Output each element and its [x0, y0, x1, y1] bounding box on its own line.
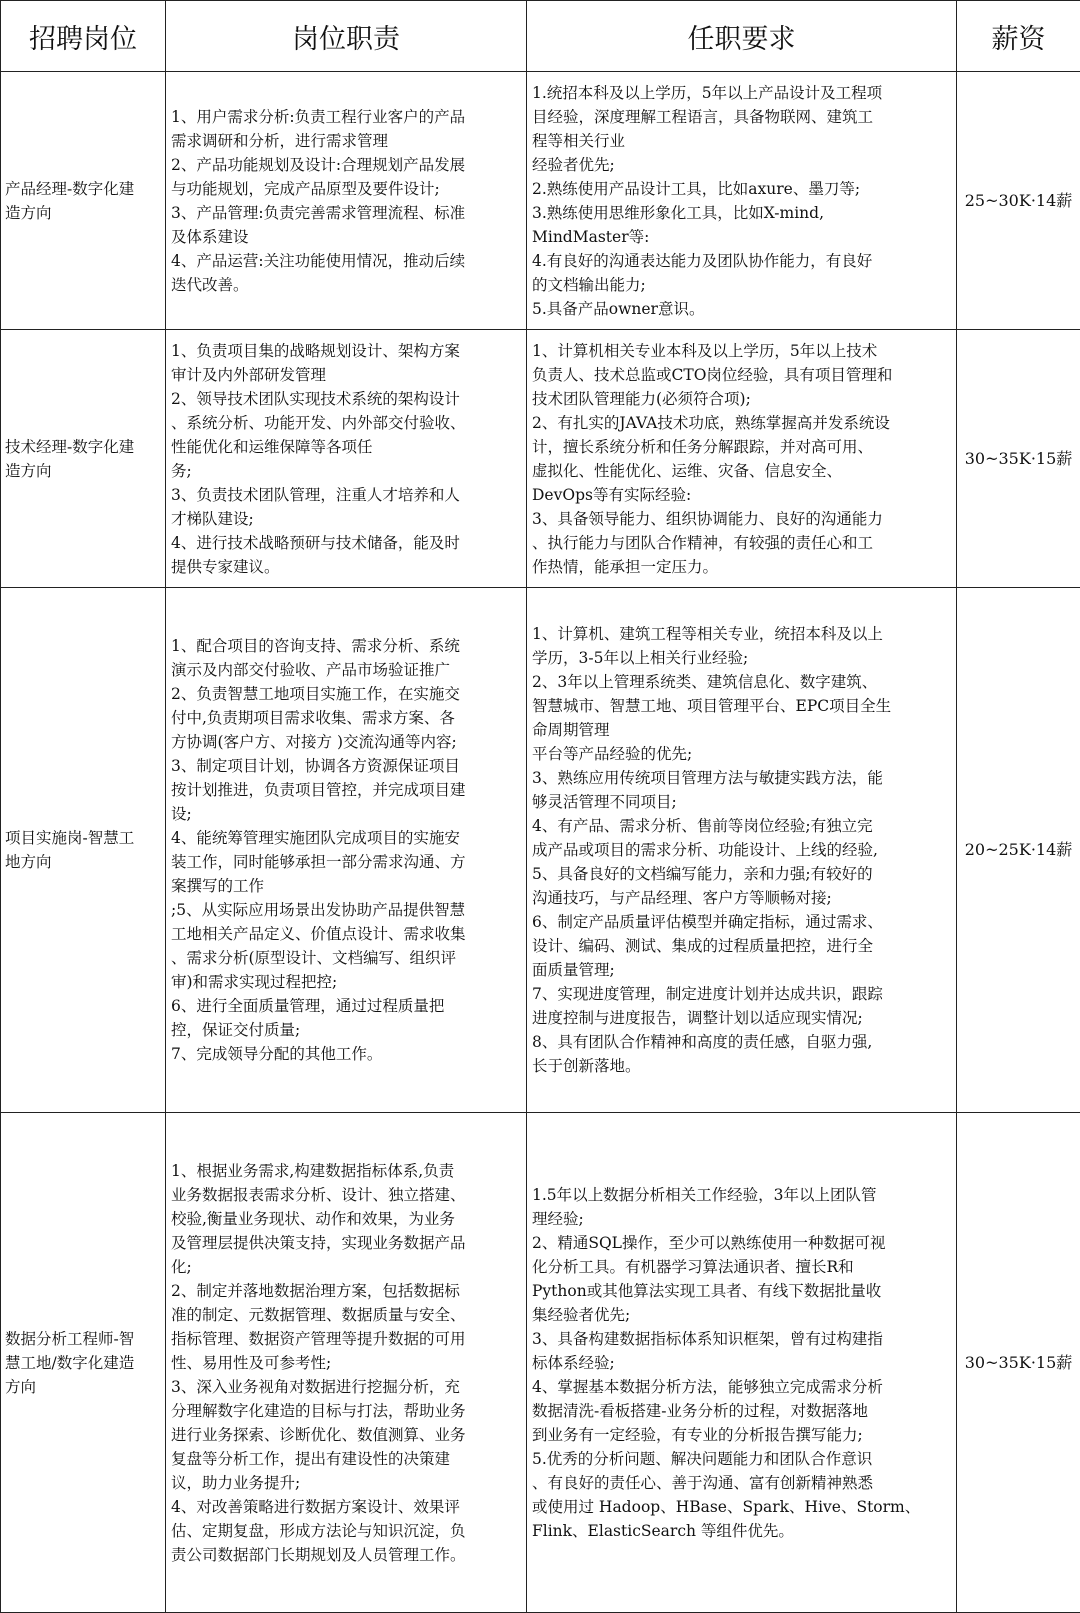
position-line: 技术经理-数字化建 [5, 437, 135, 456]
requirement-line: 3.熟练使用思维形象化工具，比如X-mind, [532, 203, 824, 222]
duty-line: 复盘等分析工作，提出有建设性的决策建 [171, 1449, 451, 1468]
duty-line: 估、定期复盘，形成方法论与知识沉淀，负 [171, 1521, 466, 1540]
requirement-line: 4、有产品、需求分析、售前等岗位经验;有独立完 [532, 817, 873, 835]
requirement-line: 、执行能力与团队合作精神，有较强的责任心和工 [532, 533, 874, 552]
requirement-line: 智慧城市、智慧工地、项目管理平台、EPC项目全生 [532, 697, 892, 715]
requirement-line: 的文档输出能力; [532, 275, 646, 294]
duty-line: 6、进行全面质量管理，通过过程质量把 [171, 997, 445, 1015]
duty-line: 迭代改善。 [171, 275, 249, 294]
duty-line: 责公司数据部门长期规划及人员管理工作。 [171, 1545, 466, 1564]
duty-line: 设; [171, 805, 192, 823]
duty-line: 1、用户需求分析:负责工程行业客户的产品 [171, 107, 466, 126]
duty-line: 与功能规划，完成产品原型及要件设计; [171, 179, 440, 198]
position-line: 造方向 [5, 461, 52, 480]
requirement-line: 或使用过 Hadoop、HBase、Spark、Hive、Storm、 [532, 1497, 921, 1516]
header-duties: 岗位职责 [166, 1, 527, 72]
duty-line: 2、负责智慧工地项目实施工作，在实施交 [171, 685, 460, 703]
duty-line: 2、制定并落地数据治理方案，包括数据标 [171, 1281, 460, 1300]
requirements-cell [527, 1113, 957, 1613]
duty-line: 才梯队建设; [171, 509, 254, 528]
requirement-line: 学历，3-5年以上相关行业经验; [532, 649, 749, 667]
requirement-line: 沟通技巧，与产品经理、客户方等顺畅对接; [532, 889, 832, 907]
requirement-line: 负责人、技术总监或CTO岗位经验，具有项目管理和 [532, 365, 893, 384]
duty-line: 3、负责技术团队管理，注重人才培养和人 [171, 485, 460, 504]
requirement-line: Python或其他算法实现工具者、有线下数据批量收 [532, 1281, 882, 1300]
requirement-line: 程等相关行业 [532, 131, 626, 150]
duty-line: 议，助力业务提升; [171, 1473, 301, 1492]
header-requirements: 任职要求 [527, 1, 957, 72]
requirement-line: 数据清洗-看板搭建-业务分析的过程，对数据落地 [532, 1401, 868, 1420]
duties-cell [166, 1113, 527, 1613]
duty-line: 4、进行技术战略预研与技术储备，能及时 [171, 533, 460, 552]
duty-line: 化; [171, 1257, 192, 1276]
requirement-line: 经验者优先; [532, 155, 615, 174]
requirement-line: MindMaster等: [532, 227, 650, 246]
requirement-line: 够灵活管理不同项目; [532, 793, 677, 811]
duty-line: 1、配合项目的咨询支持、需求分析、系统 [171, 637, 460, 655]
position-line: 数据分析工程师-智 [5, 1329, 135, 1348]
duty-line: 2、产品功能规划及设计:合理规划产品发展 [171, 155, 466, 174]
requirement-line: 成产品或项目的需求分析、功能设计、上线的经验, [532, 841, 878, 859]
duty-line: 提供专家建议。 [171, 557, 280, 576]
requirement-line: Flink、ElasticSearch 等组件优先。 [532, 1521, 794, 1540]
header-salary: 薪资 [957, 1, 1080, 72]
duty-line: 、系统分析、功能开发、内外部交付验收、 [171, 413, 466, 432]
duty-line: 1、负责项目集的战略规划设计、架构方案 [171, 341, 460, 360]
duty-line: 1、根据业务需求,构建数据指标体系,负责 [171, 1161, 455, 1180]
requirements-cell [527, 72, 957, 330]
table-row [1, 588, 1080, 1113]
duty-line: 4、产品运营:关注功能使用情况，推动后续 [171, 251, 466, 270]
duties-cell [166, 330, 527, 588]
requirement-line: 理经验; [532, 1209, 584, 1228]
requirement-line: 1.统招本科及以上学历，5年以上产品设计及工程项 [532, 83, 883, 102]
requirement-line: 2、有扎实的JAVA技术功底，熟练掌握高并发系统设 [532, 413, 890, 432]
header-row [1, 1, 1080, 72]
requirement-line: 3、具备领导能力、组织协调能力、良好的沟通能力 [532, 509, 883, 528]
duty-line: 装工作，同时能够承担一部分需求沟通、方 [171, 853, 466, 871]
salary-cell: 25~30K·14薪 [957, 72, 1080, 330]
duty-line: 分理解数字化建造的目标与打法，帮助业务 [171, 1401, 466, 1420]
salary-cell: 30~35K·15薪 [957, 1113, 1080, 1613]
position-line: 造方向 [5, 203, 52, 222]
position-line: 地方向 [5, 853, 52, 871]
duty-line: 性能优化和运维保障等各项任 [171, 437, 373, 456]
duty-line: 审计及内外部研发管理 [171, 365, 327, 384]
requirement-line: 设计、编码、测试、集成的过程质量把控，进行全 [532, 937, 874, 955]
requirement-line: 平台等产品经验的优先; [532, 745, 693, 763]
position-cell [1, 588, 166, 1113]
requirements-cell [527, 330, 957, 588]
requirement-line: 标体系经验; [532, 1353, 615, 1372]
duties-cell [166, 72, 527, 330]
requirement-line: 6、制定产品质量评估模型并确定指标，通过需求、 [532, 913, 883, 931]
requirement-line: 作热情，能承担一定压力。 [532, 557, 719, 576]
requirement-line: 1、计算机、建筑工程等相关专业，统招本科及以上 [532, 625, 883, 643]
salary-cell: 30~35K·15薪 [957, 330, 1080, 588]
duty-line: 演示及内部交付验收、产品市场验证推广 [171, 661, 451, 679]
requirement-line: 5.具备产品owner意识。 [532, 299, 705, 318]
position-line: 项目实施岗-智慧工 [5, 829, 135, 847]
requirement-line: 7、实现进度管理，制定进度计划并达成共识，跟踪 [532, 985, 883, 1003]
requirement-line: 3、具备构建数据指标体系知识框架，曾有过构建指 [532, 1329, 883, 1348]
requirement-line: 技术团队管理能力(必须符合项); [532, 389, 751, 408]
duty-line: 案撰写的工作 [171, 877, 265, 895]
duty-line: ;5、从实际应用场景出发协助产品提供智慧 [171, 901, 466, 919]
requirements-cell [527, 588, 957, 1113]
duty-line: 4、对改善策略进行数据方案设计、效果评 [171, 1497, 460, 1516]
requirement-line: 面质量管理; [532, 961, 615, 979]
position-line: 产品经理-数字化建 [5, 179, 135, 198]
requirement-line: 8、具有团队合作精神和高度的责任感，自驱力强, [532, 1033, 873, 1051]
requirement-line: 、有良好的责任心、善于沟通、富有创新精神熟悉 [532, 1473, 874, 1492]
duty-line: 业务数据报表需求分析、设计、独立搭建、 [171, 1185, 466, 1204]
salary-cell: 20~25K·14薪 [957, 588, 1080, 1113]
requirement-line: 长于创新落地。 [532, 1057, 641, 1075]
requirement-line: 命周期管理 [532, 721, 610, 739]
requirement-line: 4.有良好的沟通表达能力及团队协作能力，有良好 [532, 251, 873, 270]
requirement-line: 目经验，深度理解工程语言，具备物联网、建筑工 [532, 107, 874, 126]
requirement-line: 4、掌握基本数据分析方法，能够独立完成需求分析 [532, 1377, 883, 1396]
duty-line: 及体系建设 [171, 227, 249, 246]
requirement-line: 2、精通SQL操作，至少可以熟练使用一种数据可视 [532, 1233, 886, 1252]
requirement-line: 虚拟化、性能优化、运维、灾备、信息安全、 [532, 461, 843, 480]
duties-cell [166, 588, 527, 1113]
duty-line: 付中,负责期项目需求收集、需求方案、各 [171, 709, 455, 727]
duty-line: 7、完成领导分配的其他工作。 [171, 1045, 383, 1063]
duty-line: 工地相关产品定义、价值点设计、需求收集 [171, 925, 466, 943]
duty-line: 2、领导技术团队实现技术系统的架构设计 [171, 389, 460, 408]
duty-line: 3、产品管理:负责完善需求管理流程、标准 [171, 203, 466, 222]
duty-line: 及管理层提供决策支持，实现业务数据产品 [171, 1233, 466, 1252]
requirement-line: 集经验者优先; [532, 1305, 631, 1324]
duty-line: 3、深入业务视角对数据进行挖掘分析，充 [171, 1377, 460, 1396]
requirement-line: 1.5年以上数据分析相关工作经验，3年以上团队管 [532, 1185, 877, 1204]
duty-line: 按计划推进，负责项目管控，并完成项目建 [171, 781, 466, 799]
duty-line: 校验,衡量业务现状、动作和效果，为业务 [171, 1209, 455, 1228]
position-line: 方向 [5, 1377, 37, 1396]
requirement-line: 进度控制与进度报告，调整计划以适应现实情况; [532, 1009, 863, 1027]
duty-line: 指标管理、数据资产管理等提升数据的可用 [171, 1329, 466, 1348]
requirement-line: 1、计算机相关专业本科及以上学历，5年以上技术 [532, 341, 878, 360]
duty-line: 务; [171, 461, 192, 480]
table-row [1, 72, 1080, 330]
duty-line: 性、易用性及可参考性; [171, 1353, 332, 1372]
requirement-line: 到业务有一定经验，有专业的分析报告撰写能力; [532, 1425, 863, 1444]
duty-line: 需求调研和分析，进行需求管理 [171, 131, 389, 150]
duty-line: 审)和需求实现过程把控; [171, 973, 338, 991]
position-cell [1, 72, 166, 330]
table-row [1, 330, 1080, 588]
position-cell [1, 1113, 166, 1613]
requirement-line: DevOps等有实际经验: [532, 485, 692, 504]
duty-line: 控，保证交付质量; [171, 1021, 301, 1039]
requirement-line: 5、具备良好的文档编写能力，亲和力强;有较好的 [532, 865, 873, 883]
requirement-line: 3、熟练应用传统项目管理方法与敏捷实践方法，能 [532, 769, 883, 787]
table-row [1, 1113, 1080, 1613]
duty-line: 3、制定项目计划，协调各方资源保证项目 [171, 757, 460, 775]
position-cell [1, 330, 166, 588]
duty-line: 4、能统筹管理实施团队完成项目的实施安 [171, 829, 460, 847]
requirement-line: 5.优秀的分析问题、解决问题能力和团队合作意识 [532, 1449, 873, 1468]
requirement-line: 2、3年以上管理系统类、建筑信息化、数字建筑、 [532, 673, 878, 691]
requirement-line: 计，擅长系统分析和任务分解跟踪，并对高可用、 [532, 437, 874, 456]
requirement-line: 2.熟练使用产品设计工具，比如axure、墨刀等; [532, 179, 861, 198]
requirement-line: 化分析工具。有机器学习算法通识者、擅长R和 [532, 1257, 854, 1276]
duty-line: 方协调(客户方、对接方 )交流沟通等内容; [171, 733, 457, 751]
duty-line: 、需求分析(原型设计、文档编写、组织评 [171, 949, 457, 967]
duty-line: 进行业务探索、诊断优化、数值测算、业务 [171, 1425, 466, 1444]
duty-line: 准的制定、元数据管理、数据质量与安全、 [171, 1305, 466, 1324]
header-position: 招聘岗位 [1, 1, 166, 72]
position-line: 慧工地/数字化建造 [5, 1353, 135, 1372]
